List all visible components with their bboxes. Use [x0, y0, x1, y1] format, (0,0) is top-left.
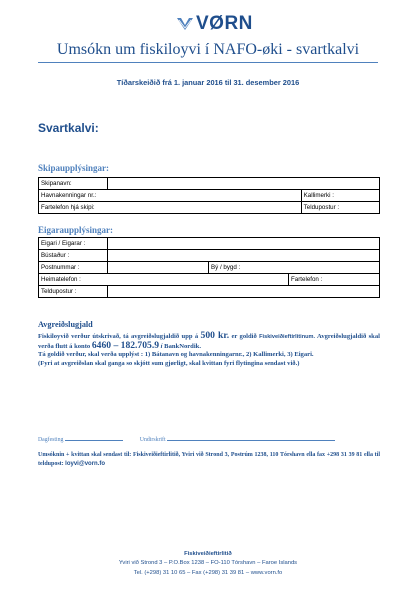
postcode-label: Postnummar :: [39, 262, 108, 274]
footer-address: Yviri við Strond 3 – P.O.Box 1238 – FO-110 Tórshavn – Faroe Islands: [118, 560, 298, 567]
fee-amount: 500 kr.: [200, 330, 230, 341]
fee-line2: Avgreiðslugjaldið skal verða flutt á konto: [38, 333, 380, 350]
ship-name-field[interactable]: [108, 178, 380, 190]
fee-line1: Fiskiloyvið verður útskrivað, tá avgreiðslugjaldið upp á: [38, 333, 199, 340]
table-row: [39, 178, 380, 190]
mobile-label[interactable]: Fartelefon :: [289, 274, 380, 286]
callsign-label[interactable]: Kallimerki :: [301, 190, 379, 202]
logo-text: VØRN: [196, 13, 253, 34]
fee-text: [38, 332, 380, 368]
signature-row: [38, 434, 380, 444]
send-email[interactable]: loyvi@vorn.fo: [65, 461, 106, 467]
ship-email-label[interactable]: Teldupostur :: [301, 202, 379, 214]
city-label[interactable]: Bý / bygd :: [209, 262, 380, 274]
footer-contact: Tel. (+298) 31 10 65 – Fax (+298) 31 39 81 – www.vorn.fo: [133, 569, 283, 576]
table-row: [39, 286, 380, 298]
signature-field[interactable]: [167, 434, 335, 441]
address-field[interactable]: [108, 250, 380, 262]
fee-payee: Fiskiveiðieftirlitinum.: [259, 334, 316, 340]
fee-line3: Tá goldið verður, skal verða upplýst : 1) Bátanavn og havnakenningarnr., 2) Kallimerki, 3) Eigari.: [38, 351, 314, 359]
ship-phone-label[interactable]: Fartelefon hjá skipi:: [39, 202, 302, 214]
footer: [0, 550, 416, 578]
vorn-logo: [176, 10, 253, 38]
signature-label: Undirskrift: [139, 437, 166, 443]
table-row: [39, 250, 380, 262]
section-title: Svartkalvi:: [38, 121, 99, 135]
page-title: Umsókn um fiskiloyvi í NAFO-øki - svartkalvi: [56, 41, 360, 58]
owner-email-label: Teldupostur :: [39, 286, 108, 298]
ship-name-label: Skipanavn:: [39, 178, 108, 190]
owner-info-heading: Eigaraupplýsingar:: [38, 225, 114, 235]
table-row: [39, 190, 380, 202]
send-instructions: [38, 451, 380, 469]
table-row: [39, 238, 380, 250]
address-label: Bústaður :: [39, 250, 108, 262]
home-phone-label[interactable]: Heimatelefon :: [39, 274, 289, 286]
date-label: Dagfesting: [38, 437, 64, 443]
title-divider: [38, 62, 378, 63]
ship-info-heading: Skipaupplýsingar:: [38, 163, 110, 173]
postcode-field[interactable]: [108, 262, 209, 274]
send-text: Umsóknin + kvittan skal sendast til: Fiskiveiðieftirlitið, Yviri við Strond 3, Postrúm 1238, 110 Tórshavn ella fax +298 31 39 81 ella til teldupost:: [38, 452, 380, 467]
wing-icon: [176, 16, 194, 32]
period-text: Tíðarskeiðið frá 1. januar 2016 til 31. desember 2016: [116, 78, 300, 87]
owner-email-field[interactable]: [108, 286, 380, 298]
table-row: [39, 202, 380, 214]
fee-account: 6460 – 182.705.9: [91, 339, 160, 351]
table-row: [39, 262, 380, 274]
owner-field[interactable]: [108, 238, 380, 250]
harbour-number-label: Havnakenningar nr.:: [39, 190, 302, 202]
footer-org: Fiskiveiðieftirlitið: [184, 551, 232, 557]
fee-line4: (Fyri at avgreiðslan skal ganga so skjótt sum gjørligt, skal kvittan fyri flytingina sendast við.): [38, 359, 300, 367]
fee-line1-end: er goldið: [231, 333, 257, 340]
ship-info-table: [38, 177, 380, 214]
owner-label: Eigari / Eigarar :: [39, 238, 108, 250]
fee-heading: Avgreiðslugjald: [38, 320, 93, 329]
table-row: [39, 274, 380, 286]
fee-bank: BankNordik.: [164, 342, 202, 350]
date-field[interactable]: [65, 434, 123, 441]
owner-info-table: [38, 237, 380, 298]
fee-line2-end: í: [160, 342, 163, 350]
